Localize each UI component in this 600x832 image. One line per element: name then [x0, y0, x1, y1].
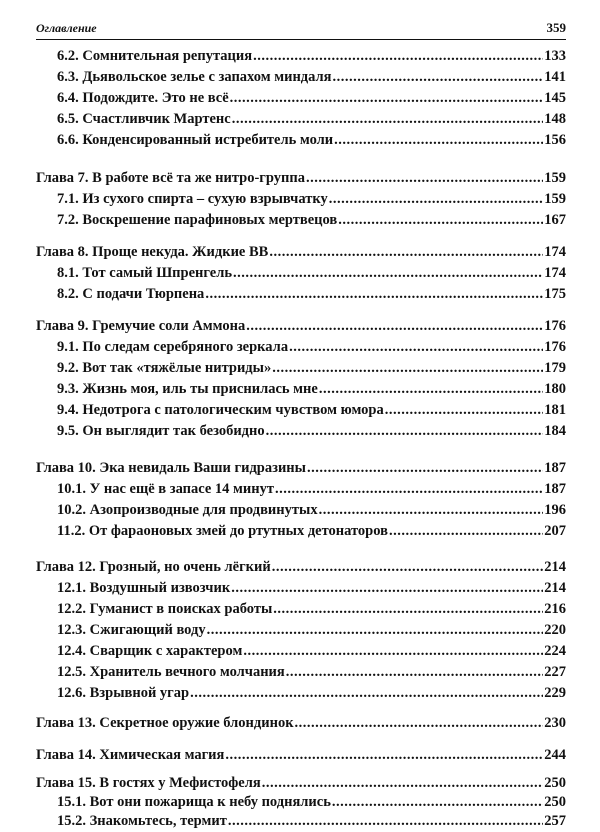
toc-entry-page: 187 — [544, 481, 566, 497]
toc-entry-title: 12.1. Воздушный извозчик — [57, 580, 231, 596]
toc-entry-page: 207 — [544, 523, 566, 539]
running-header — [36, 20, 566, 42]
toc-leader — [307, 458, 543, 479]
toc-entry-title: 6.2. Сомнительная репутация — [57, 48, 253, 64]
toc-entry — [57, 620, 566, 641]
toc-entry — [57, 358, 566, 379]
toc-entry — [57, 130, 566, 151]
toc-entry-page: 229 — [544, 685, 566, 701]
toc-entry-page: 180 — [544, 381, 566, 397]
toc-chapter-page: 250 — [544, 775, 566, 791]
toc-entry-title: 12.2. Гуманист в поисках работы — [57, 601, 273, 617]
toc-entry — [57, 400, 566, 421]
toc-entry-page: 174 — [544, 265, 566, 281]
toc-entry — [57, 67, 566, 88]
toc-entry-page: 196 — [544, 502, 566, 518]
toc-entry — [57, 662, 566, 683]
toc-chapter-page: 174 — [544, 244, 566, 260]
toc-entry-title: 10.1. У нас ещё в запасе 14 минут — [57, 481, 274, 497]
toc-entry-title: 6.3. Дьявольское зелье с запахом миндаля — [57, 69, 332, 85]
toc-entry-page: 175 — [544, 286, 566, 302]
toc-entry-title: 7.1. Из сухого спирта – сухую взрывчатку — [57, 191, 328, 207]
toc-leader — [253, 46, 543, 67]
toc-entry-title: 6.5. Счастливчик Мартенс — [57, 111, 231, 127]
toc-leader — [329, 189, 543, 210]
toc-entry-title: 15.2. Знакомьтесь, термит — [57, 813, 227, 829]
toc-entry-page: 257 — [544, 813, 566, 829]
toc-chapter-title: Глава 12. Грозный, но очень лёгкий — [36, 559, 271, 575]
toc-leader — [233, 263, 543, 284]
toc-chapter-title: Глава 9. Гремучие соли Аммона — [36, 318, 246, 334]
toc-leader — [385, 400, 544, 421]
toc-entry-title: 11.2. От фараоновых змей до ртутных детонаторов — [57, 523, 388, 539]
toc-entry — [57, 641, 566, 662]
toc-entry-page: 145 — [544, 90, 566, 106]
toc-leader — [338, 210, 543, 231]
toc-entry-page: 156 — [544, 132, 566, 148]
toc-entry — [57, 88, 566, 109]
toc-entry — [57, 210, 566, 231]
toc-entry-title: 9.5. Он выглядит так безобидно — [57, 423, 265, 439]
toc-chapter-title: Глава 14. Химическая магия — [36, 747, 225, 763]
toc-entry-page: 133 — [544, 48, 566, 64]
toc-entry — [57, 479, 566, 500]
toc-entry-title: 6.4. Подождите. Это не всё — [57, 90, 229, 106]
toc-entry-title: 9.1. По следам серебряного зеркала — [57, 339, 289, 355]
toc-entry-title: 6.6. Конденсированный истребитель моли — [57, 132, 334, 148]
toc-leader — [319, 500, 544, 521]
toc-entry — [57, 792, 566, 813]
toc-chapter-page: 214 — [544, 559, 566, 575]
toc-leader — [289, 337, 543, 358]
toc-leader — [243, 641, 543, 662]
toc-leader — [266, 421, 544, 442]
toc-entry-page: 214 — [544, 580, 566, 596]
toc-entry — [57, 379, 566, 400]
toc-leader — [207, 620, 544, 641]
toc-entry — [57, 46, 566, 67]
toc-entry — [57, 521, 566, 542]
toc-chapter-title: Глава 15. В гостях у Мефистофеля — [36, 775, 261, 791]
header-page-number: 359 — [546, 20, 566, 35]
toc-entry-title: 15.1. Вот они пожарища к небу поднялись — [57, 794, 331, 810]
toc-entry-title: 12.4. Сварщик с характером — [57, 643, 243, 659]
toc-chapter — [36, 242, 566, 263]
toc-entry — [57, 189, 566, 210]
toc-leader — [295, 713, 544, 734]
toc-leader — [246, 316, 543, 337]
toc-entry — [57, 337, 566, 358]
toc-entry — [57, 500, 566, 521]
toc-leader — [272, 358, 543, 379]
toc-leader — [273, 599, 543, 620]
toc-chapter-title: Глава 10. Эка невидаль Ваши гидразины — [36, 460, 306, 476]
toc-chapter — [36, 168, 566, 189]
toc-entry-page: 167 — [544, 212, 566, 228]
toc-chapter-page: 176 — [544, 318, 566, 334]
toc-entry-title: 12.3. Сжигающий воду — [57, 622, 206, 638]
toc-entry — [57, 263, 566, 284]
toc-leader — [205, 284, 543, 305]
toc-entry — [57, 109, 566, 130]
toc-entry-page: 220 — [544, 622, 566, 638]
toc-chapter — [36, 458, 566, 479]
toc-leader — [319, 379, 543, 400]
toc-chapter — [36, 557, 566, 578]
toc-entry — [57, 284, 566, 305]
toc-chapter-title: Глава 13. Секретное оружие блондинок — [36, 715, 294, 731]
toc-leader — [306, 168, 543, 189]
toc-entry — [57, 811, 566, 832]
toc-entry-page: 250 — [544, 794, 566, 810]
toc-entry — [57, 599, 566, 620]
toc-leader — [225, 745, 543, 766]
toc-chapter-page: 244 — [544, 747, 566, 763]
toc-entry-page: 179 — [544, 360, 566, 376]
toc-entry-page: 224 — [544, 643, 566, 659]
toc-chapter — [36, 773, 566, 794]
toc-chapter — [36, 713, 566, 734]
toc-entry — [57, 421, 566, 442]
toc-leader — [190, 683, 543, 704]
toc-entry-page: 216 — [544, 601, 566, 617]
toc-chapter — [36, 316, 566, 337]
toc-leader — [230, 88, 544, 109]
toc-entry-title: 12.6. Взрывной угар — [57, 685, 190, 701]
toc-leader — [228, 811, 543, 832]
toc-leader — [232, 109, 544, 130]
toc-chapter — [36, 745, 566, 766]
toc-entry — [57, 578, 566, 599]
toc-chapter-page: 159 — [544, 170, 566, 186]
toc-leader — [333, 67, 544, 88]
toc-leader — [334, 130, 543, 151]
toc-entry-title: 8.1. Тот самый Шпренгель — [57, 265, 233, 281]
header-rule — [36, 39, 566, 40]
toc-leader — [269, 242, 543, 263]
toc-chapter-title: Глава 8. Проще некуда. Жидкие ВВ — [36, 244, 269, 260]
toc-leader — [231, 578, 543, 599]
toc-leader — [262, 773, 544, 794]
toc-entry-page: 181 — [544, 402, 566, 418]
toc-entry-page: 184 — [544, 423, 566, 439]
toc-chapter-page: 187 — [544, 460, 566, 476]
toc-entry-page: 141 — [544, 69, 566, 85]
toc-leader — [275, 479, 543, 500]
toc-entry-page: 148 — [544, 111, 566, 127]
toc-leader — [272, 557, 544, 578]
toc-entry-title: 9.4. Недотрога с патологическим чувством юмора — [57, 402, 384, 418]
toc-entry-title: 8.2. С подачи Тюрпена — [57, 286, 205, 302]
toc-entry-page: 176 — [544, 339, 566, 355]
toc-entry-title: 9.3. Жизнь моя, иль ты приснилась мне — [57, 381, 318, 397]
toc-entry-page: 159 — [544, 191, 566, 207]
toc-entry-title: 7.2. Воскрешение парафиновых мертвецов — [57, 212, 338, 228]
header-title: Оглавление — [36, 21, 97, 35]
toc-entry-title: 12.5. Хранитель вечного молчания — [57, 664, 285, 680]
toc-leader — [286, 662, 543, 683]
toc-entry-title: 10.2. Азопроизводные для продвинутых — [57, 502, 318, 518]
toc-leader — [332, 792, 543, 813]
toc-leader — [389, 521, 543, 542]
toc-chapter-page: 230 — [544, 715, 566, 731]
toc-entry-title: 9.2. Вот так «тяжёлые нитриды» — [57, 360, 272, 376]
toc-chapter-title: Глава 7. В работе всё та же нитро-группа — [36, 170, 305, 186]
toc-entry-page: 227 — [544, 664, 566, 680]
toc-entry — [57, 683, 566, 704]
